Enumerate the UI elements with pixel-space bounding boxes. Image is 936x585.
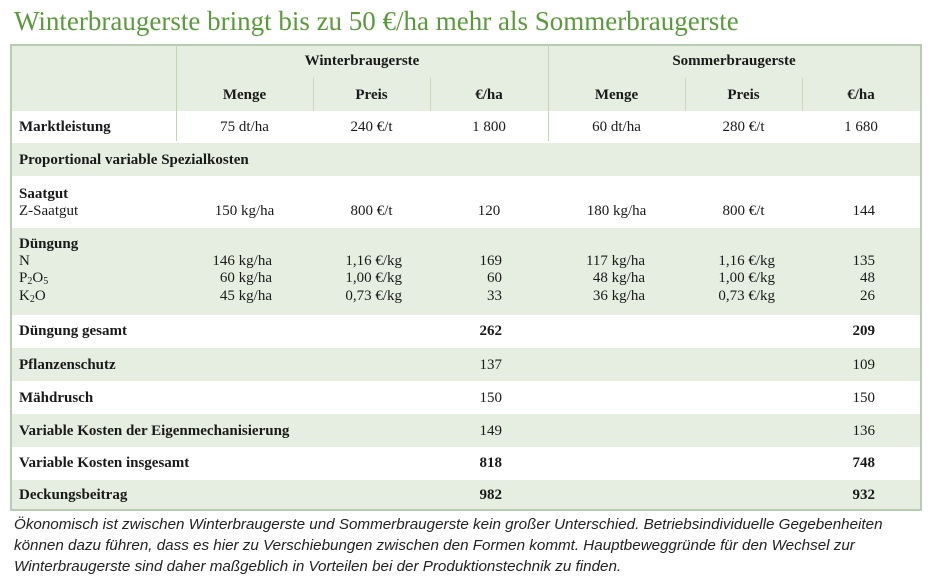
row-duengung-n-label: N <box>19 253 30 269</box>
cell-marktleistung-s-menge: 60 dt/ha <box>592 119 641 135</box>
cell-marktleistung-w-preis: 240 €/t <box>350 119 393 135</box>
cell-n-s-menge: 117 kg/ha <box>585 253 645 269</box>
row-duengung-label: Düngung <box>19 236 79 252</box>
header-w-preis: Preis <box>355 87 388 103</box>
header-s-menge: Menge <box>594 87 639 103</box>
cell-eigenmech-w: 149 <box>479 423 502 439</box>
cell-n-s-eur: 135 <box>852 253 875 269</box>
footnote: Ökonomisch ist zwischen Winterbraugerste und Sommerbraugerste kein großer Unterschied. Betriebsindividuelle Gegebenheiten können dazu führen, dass es hier zu Verschiebungen zwischen den Formen kommt. Hauptbeweggründe für den Wechsel zur Winterbraugerste sind daher maßgeblich in Vorteilen bei der Produktionstechnik zu finden. <box>14 516 883 575</box>
row-duengung-gesamt-label: Düngung gesamt <box>19 323 127 339</box>
row-spezialkosten-label: Proportional variable Spezialkosten <box>19 152 249 168</box>
cell-saatgut-s-menge: 180 kg/ha <box>586 203 647 219</box>
cell-marktleistung-s-eur: 1 680 <box>844 119 878 135</box>
cell-pflanzenschutz-w: 137 <box>479 357 502 373</box>
cell-k2o-s-eur: 26 <box>860 288 875 304</box>
header-w-menge: Menge <box>222 87 267 103</box>
cell-k2o-w-menge: 45 kg/ha <box>219 288 272 304</box>
row-marktleistung-label: Marktleistung <box>19 119 111 135</box>
row-pflanzenschutz-label: Pflanzenschutz <box>19 357 116 373</box>
cell-p2o5-s-menge: 48 kg/ha <box>592 270 645 286</box>
row-saatgut-sublabel: Z-Saatgut <box>19 203 79 219</box>
cell-var-gesamt-s: 748 <box>852 455 875 471</box>
cell-n-w-menge: 146 kg/ha <box>212 253 272 269</box>
header-s-preis: Preis <box>727 87 760 103</box>
row-var-gesamt-label: Variable Kosten insgesamt <box>19 455 190 471</box>
header-sommerbraugerste: Sommerbraugerste <box>672 53 796 69</box>
cell-p2o5-w-menge: 60 kg/ha <box>219 270 272 286</box>
cell-saatgut-w-preis: 800 €/t <box>350 203 393 219</box>
cell-maehdrusch-s: 150 <box>852 390 875 406</box>
cell-marktleistung-s-preis: 280 €/t <box>722 119 765 135</box>
row-duengung-k2o-label: $K_2O$ <box>19 288 46 305</box>
cell-k2o-s-preis: 0,73 €/kg <box>718 288 775 304</box>
cell-n-w-eur: 169 <box>479 253 502 269</box>
cell-k2o-s-menge: 36 kg/ha <box>592 288 645 304</box>
cell-n-s-preis: 1,16 €/kg <box>718 253 775 269</box>
header-winterbraugerste: Winterbraugerste <box>304 53 420 69</box>
row-maehdrusch-label: Mähdrusch <box>19 390 94 406</box>
cell-maehdrusch-w: 150 <box>479 390 502 406</box>
cell-saatgut-s-preis: 800 €/t <box>722 203 765 219</box>
cell-eigenmech-s: 136 <box>852 423 875 439</box>
cell-p2o5-w-eur: 60 <box>487 270 502 286</box>
cell-deckungsbeitrag-s: 932 <box>852 487 875 503</box>
cell-duengung-gesamt-w: 262 <box>479 323 502 339</box>
cell-k2o-w-preis: 0,73 €/kg <box>345 288 402 304</box>
cell-pflanzenschutz-s: 109 <box>852 357 875 373</box>
cell-duengung-gesamt-s: 209 <box>852 323 875 339</box>
cell-marktleistung-w-eur: 1 800 <box>472 119 506 135</box>
row-eigenmech-label: Variable Kosten der Eigenmechanisierung <box>19 423 290 439</box>
cell-var-gesamt-w: 818 <box>479 455 502 471</box>
cell-p2o5-s-eur: 48 <box>860 270 875 286</box>
cell-p2o5-w-preis: 1,00 €/kg <box>345 270 402 286</box>
cell-saatgut-s-eur: 144 <box>852 203 875 219</box>
header-w-eur: €/ha <box>475 87 503 103</box>
row-duengung-p2o5-label: $P_2O_5$ <box>19 270 49 287</box>
cell-saatgut-w-eur: 120 <box>477 203 501 219</box>
page-title: Winterbraugerste bringt bis zu 50 €/ha mehr als Sommerbraugerste <box>14 6 739 36</box>
cell-saatgut-w-menge: 150 kg/ha <box>214 203 275 219</box>
cell-k2o-w-eur: 33 <box>487 288 502 304</box>
cell-marktleistung-w-menge: 75 dt/ha <box>220 119 269 135</box>
row-saatgut-label: Saatgut <box>19 186 69 202</box>
row-deckungsbeitrag-label: Deckungsbeitrag <box>19 487 128 503</box>
cell-p2o5-s-preis: 1,00 €/kg <box>718 270 775 286</box>
header-s-eur: €/ha <box>847 87 875 103</box>
cell-n-w-preis: 1,16 €/kg <box>345 253 402 269</box>
cell-deckungsbeitrag-w: 982 <box>479 487 502 503</box>
